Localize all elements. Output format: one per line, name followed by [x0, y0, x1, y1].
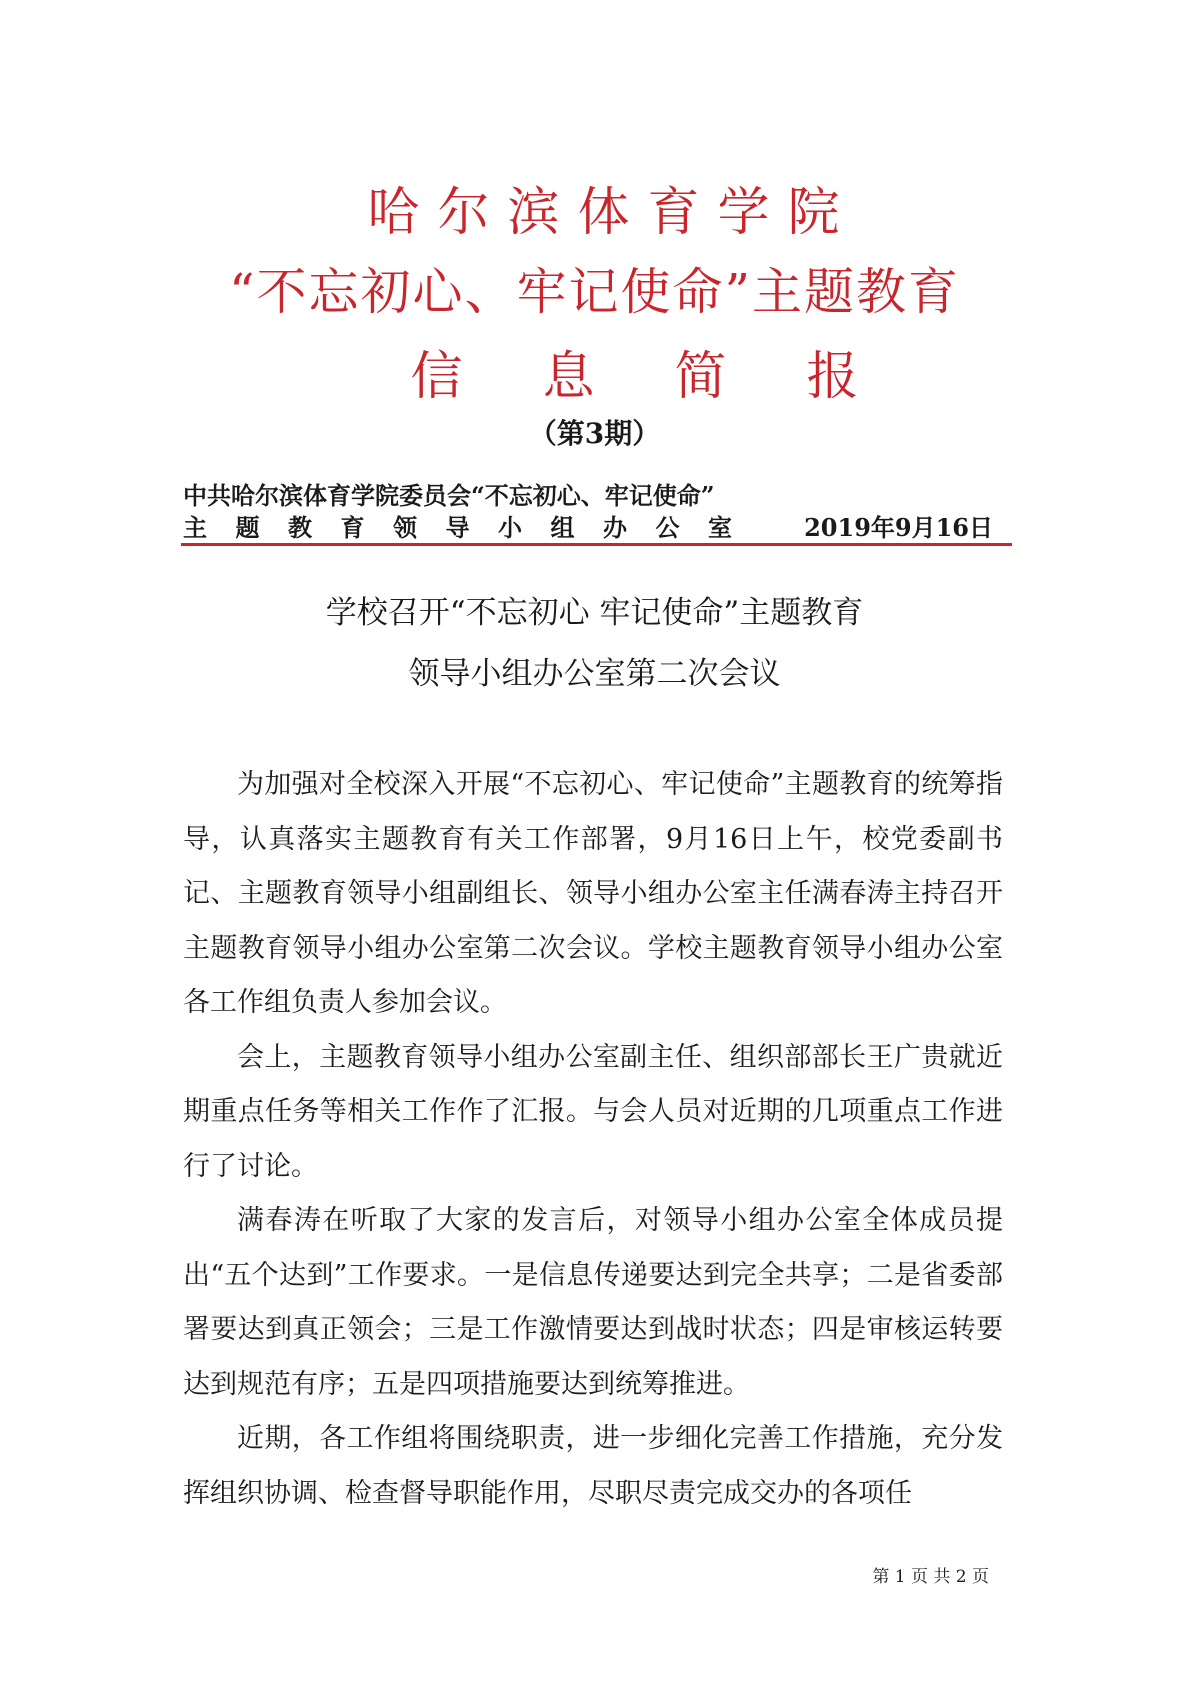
masthead-school-name: 哈尔滨体育学院 [367, 183, 858, 243]
masthead-campaign-title: “不忘初心、牢记使命”主题教育 [228, 263, 961, 321]
article-title-line-1: 学校召开“不忘初心 牢记使命”主题教育 [325, 595, 864, 631]
red-divider-rule [181, 543, 1012, 546]
publication-date: 2019年9月16日 [804, 513, 993, 542]
issuer-line-1: 中共哈尔滨体育学院委员会“不忘初心、牢记使命” [183, 481, 715, 510]
article-body [183, 758, 1003, 1521]
issuer-line-2: 主题教育领导小组办公室 [183, 513, 761, 542]
body-paragraph-4: 近期，各工作组将围绕职责，进一步细化完善工作措施，充分发挥组织协调、检查督导职能作用，尽职尽责完成交办的各项任 [183, 1423, 1003, 1509]
issue-number: （第3期） [528, 417, 661, 450]
body-paragraph-3: 满春涛在听取了大家的发言后，对领导小组办公室全体成员提出“五个达到”工作要求。一是信息传递要达到完全共享；二是省委部署要达到真正领会；三是工作激情要达到战时状态；四是审核运转要达到规范有序；五是四项措施要达到统筹推进。 [183, 1205, 1003, 1400]
body-paragraph-2: 会上，主题教育领导小组办公室副主任、组织部部长王广贵就近期重点任务等相关工作作了汇报。与会人员对近期的几项重点工作进行了讨论。 [183, 1041, 1003, 1182]
body-paragraph-1: 为加强对全校深入开展“不忘初心、牢记使命”主题教育的统筹指导，认真落实主题教育有关工作部署，9月16日上午，校党委副书记、主题教育领导小组副组长、领导小组办公室主任满春涛主持召开主题教育领导小组办公室第二次会议。学校主题教育领导小组办公室各工作组负责人参加会议。 [183, 769, 1003, 1018]
page-footer: 第 1 页 共 2 页 [872, 1567, 989, 1587]
masthead-bulletin-title: 信息简报 [410, 347, 939, 407]
article-title-line-2: 领导小组办公室第二次会议 [408, 656, 781, 692]
